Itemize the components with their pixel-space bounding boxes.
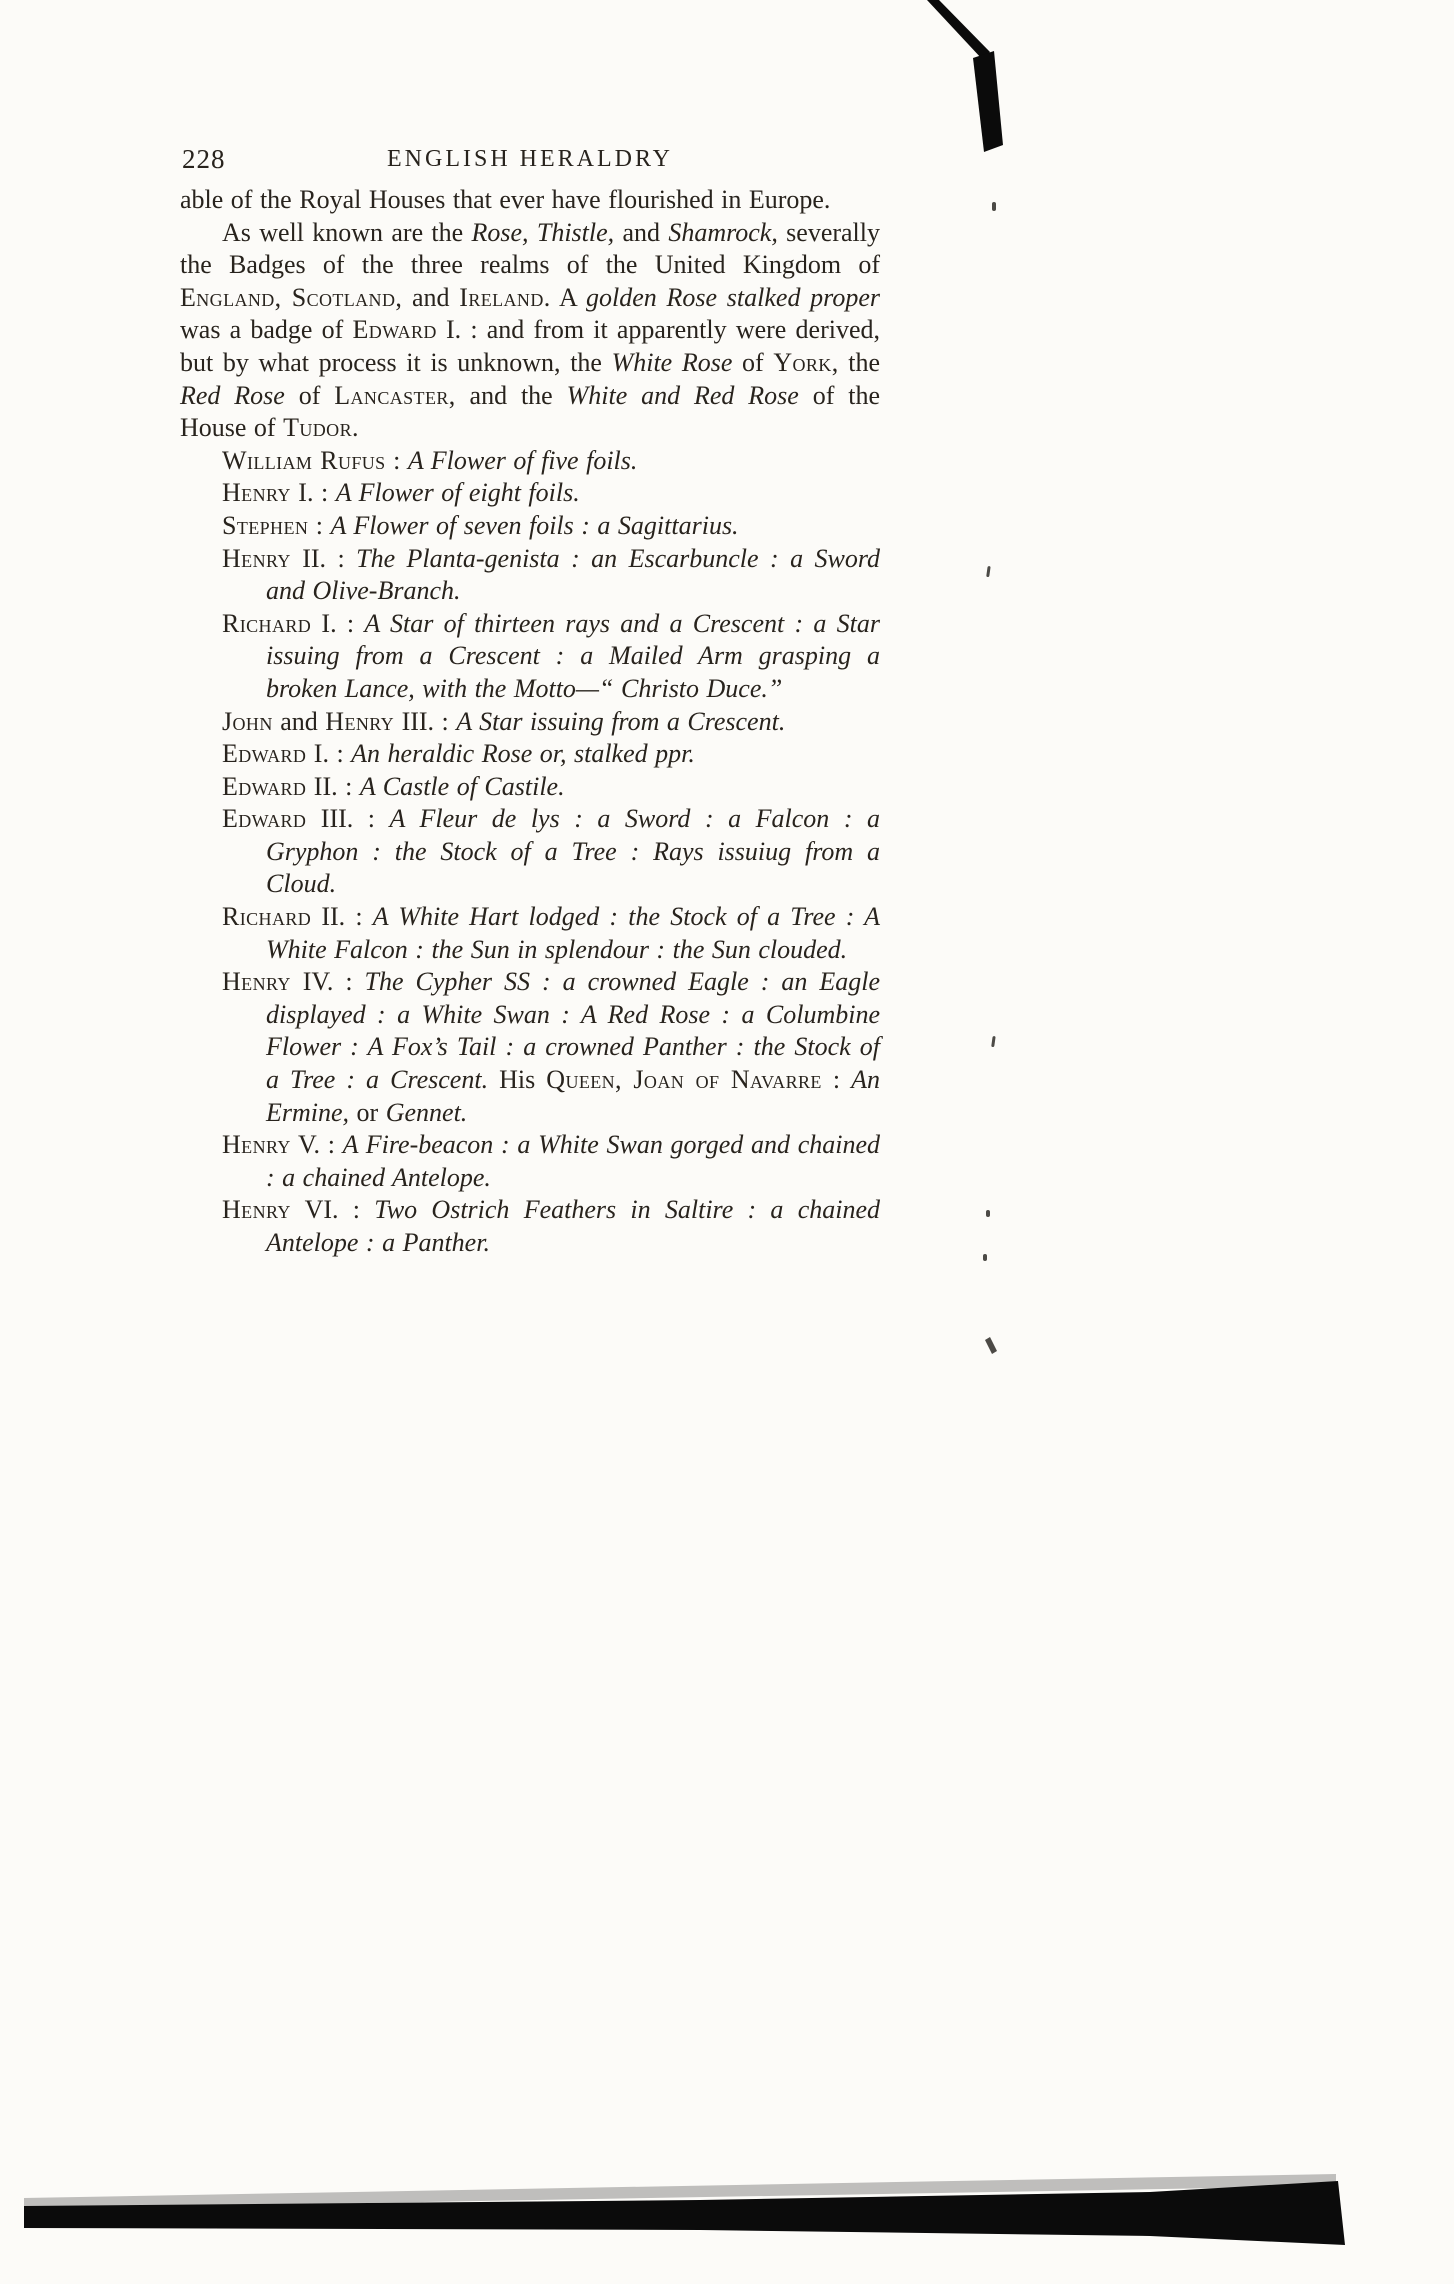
text-run: York,	[773, 347, 839, 377]
text-run: and	[614, 217, 669, 247]
badge-entry	[180, 901, 880, 966]
text-run: England, Scotland,	[180, 282, 403, 312]
text-run: Ireland.	[459, 282, 551, 312]
scan-artifact-band-shadow	[24, 2174, 1336, 2209]
scan-artifact-speck	[983, 1254, 987, 1261]
badge-entry	[180, 543, 880, 608]
text-run: Edward	[222, 771, 307, 801]
text-run: A Star of thirteen rays and a Crescent : a Star issuing from a Crescent : a Mailed Arm grasping a broken Lance, with the Motto—“ Christo Duce.”	[266, 608, 880, 703]
text-block	[180, 184, 880, 1260]
scan-artifact-speck	[992, 202, 996, 211]
scan-artifact-speck	[986, 566, 991, 577]
badge-entry	[180, 1194, 880, 1259]
text-run: Shamrock,	[668, 217, 778, 247]
badge-entry	[180, 477, 880, 510]
text-run: An Ermine,	[266, 1065, 880, 1127]
text-run: Henry	[222, 1130, 291, 1160]
text-run: Two Ostrich Feathers in Saltire : a chained Antelope : a Panther.	[266, 1195, 880, 1257]
text-run: Lancaster,	[334, 380, 456, 410]
text-run: Edward	[352, 315, 437, 345]
body-paragraph	[180, 184, 880, 217]
badge-entry	[180, 1129, 880, 1194]
text-run: Henry	[325, 706, 395, 736]
text-run: golden Rose stalked proper	[586, 282, 880, 312]
text-run: I. :	[311, 608, 365, 638]
text-run: A Flower of seven foils : a Sagittarius.	[330, 510, 739, 540]
text-run: The Planta-genista : an Escarbuncle : a Sword and Olive-Branch.	[266, 543, 880, 606]
page-header	[180, 144, 880, 180]
running-title: ENGLISH HERALDRY	[387, 146, 673, 172]
text-run: :	[821, 1065, 852, 1095]
text-run: of	[284, 380, 335, 410]
text-run: William Rufus	[222, 445, 386, 475]
text-run: was a badge of	[180, 315, 353, 345]
text-run: of	[732, 347, 774, 377]
badge-entry	[180, 966, 880, 1129]
text-run: A White Hart lodged : the Stock of a Tree : A White Falcon : the Sun in splendour : the Sun clouded.	[266, 902, 880, 964]
scan-artifact-speck	[985, 1337, 997, 1354]
text-run: Edward	[222, 739, 307, 769]
text-run: A Fleur de lys : a Sword : a Falcon : a Gryphon : the Stock of a Tree : Rays issuiug from a Cloud.	[266, 804, 880, 899]
badge-entry	[180, 510, 880, 543]
text-run: A Castle of Castile.	[359, 771, 565, 801]
text-run: Edward	[222, 804, 307, 834]
text-run: An heraldic Rose or, stalked ppr.	[351, 739, 695, 769]
text-run: Queen, Joan of Navarre	[546, 1065, 822, 1095]
badge-entry	[180, 445, 880, 478]
badge-entry	[180, 706, 880, 739]
text-run: V. :	[290, 1130, 343, 1160]
text-run: Henry	[222, 967, 291, 997]
text-run: or	[349, 1097, 386, 1127]
text-run: Richard	[222, 608, 312, 638]
text-run: The Cypher SS : a crowned Eagle : an Eagle displayed : a White Swan : A Red Rose : a Columbine Flower : A Fox’s Tail : a crowned Panther : the Stock of a Tree : a Crescent.	[266, 967, 880, 1095]
body-paragraph	[180, 217, 880, 445]
text-run: John	[222, 706, 273, 736]
badge-entry	[180, 608, 880, 706]
text-run: A Flower of five foils.	[407, 445, 638, 475]
text-run: White Rose	[611, 347, 733, 377]
text-run: able of the Royal Houses that ever have flourished in Europe.	[180, 185, 831, 214]
scan-artifact-speck	[991, 1036, 996, 1047]
text-run: severally the Badges of the three realms of the United Kingdom of	[180, 217, 880, 280]
badge-entry	[180, 803, 880, 901]
text-run: His	[488, 1065, 547, 1095]
text-run: I. : and from it apparently were derived, but by what process it is unknown, the	[180, 315, 880, 377]
text-run: and	[402, 282, 460, 312]
text-run: Red Rose	[180, 380, 285, 410]
text-run: of the House of	[180, 380, 880, 443]
text-run: III. :	[394, 706, 457, 736]
scan-artifact-speck	[986, 1210, 990, 1217]
badge-entry	[180, 771, 880, 804]
text-run: :	[308, 510, 331, 540]
text-run: Tudor.	[283, 413, 359, 443]
scan-artifact-top-diagonal	[927, 0, 990, 59]
text-run: A Flower of eight foils.	[335, 478, 580, 508]
scan-artifact-bottom-band	[24, 2181, 1345, 2245]
text-run: III. :	[306, 804, 390, 834]
text-run: Henry	[222, 543, 291, 573]
text-run: II. :	[311, 902, 373, 932]
text-run: the	[838, 347, 880, 377]
text-run: Henry	[222, 478, 291, 508]
text-run: Stephen	[222, 510, 309, 540]
text-run: I. :	[290, 478, 336, 508]
text-run: :	[385, 445, 408, 475]
text-run: IV. :	[290, 967, 365, 997]
badge-entry	[180, 738, 880, 771]
text-run: and the	[455, 380, 567, 410]
text-run: II. :	[306, 771, 360, 801]
scan-artifact-top-bar	[973, 51, 1003, 152]
text-run: Richard	[222, 902, 312, 932]
text-run: As well known are the	[222, 217, 472, 247]
text-run: A Fire-beacon : a White Swan gorged and chained : a chained Antelope.	[266, 1130, 880, 1192]
text-run: VI. :	[290, 1195, 375, 1225]
text-run: Rose, Thistle,	[471, 217, 615, 247]
text-run: Gennet.	[385, 1097, 468, 1127]
text-run: and	[272, 706, 326, 736]
text-run: A	[550, 282, 587, 312]
text-run: I. :	[306, 739, 352, 769]
text-run: Henry	[222, 1195, 291, 1225]
page-number: 228	[182, 144, 226, 174]
text-run: A Star issuing from a Crescent.	[456, 706, 786, 736]
text-run: White and Red Rose	[566, 380, 799, 410]
text-run: II. :	[290, 543, 357, 573]
